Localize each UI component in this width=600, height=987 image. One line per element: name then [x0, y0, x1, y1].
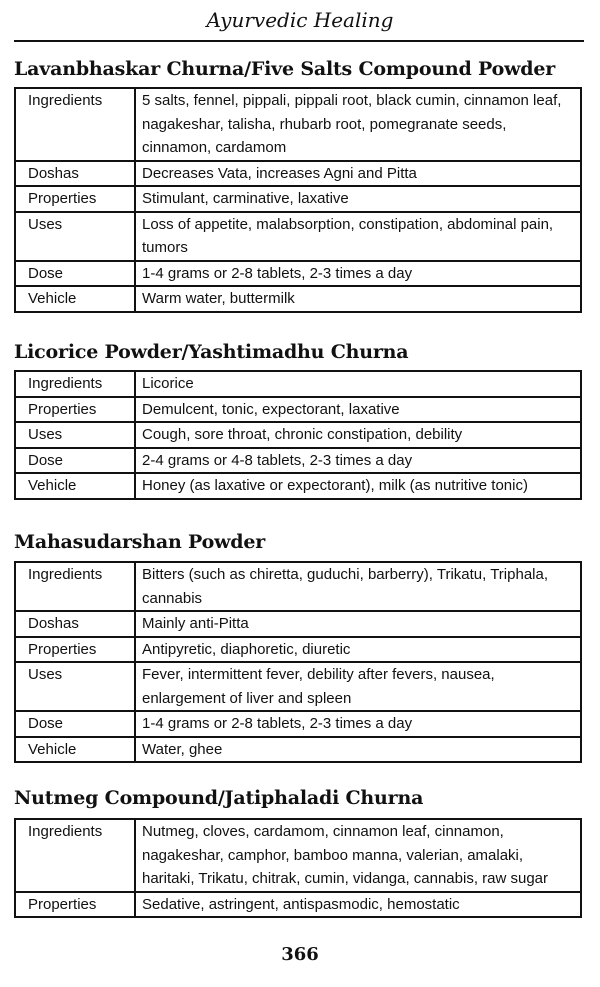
row-value: 1-4 grams or 2-8 tablets, 2-3 times a day — [135, 261, 581, 287]
table-row — [15, 819, 581, 892]
table-row — [15, 892, 581, 918]
section-title-nutmeg: Nutmeg Compound/Jatiphaladi Churna — [14, 787, 424, 809]
row-value: Licorice — [135, 371, 581, 397]
row-value: Honey (as laxative or expectorant), milk (as nutritive tonic) — [135, 473, 581, 499]
table-row — [15, 562, 581, 611]
table-row — [15, 88, 581, 161]
row-label: Doshas — [15, 611, 135, 637]
nutmeg-table — [14, 818, 582, 918]
mahasudarshan-table — [14, 561, 582, 763]
table-row — [15, 662, 581, 711]
table-row — [15, 371, 581, 397]
table-row — [15, 611, 581, 637]
row-value: Bitters (such as chiretta, guduchi, barberry), Trikatu, Triphala, cannabis — [135, 562, 581, 611]
row-label: Dose — [15, 711, 135, 737]
row-value: Mainly anti-Pitta — [135, 611, 581, 637]
row-value: Stimulant, carminative, laxative — [135, 186, 581, 212]
table-row — [15, 448, 581, 474]
row-value: Fever, intermittent fever, debility after fevers, nausea, enlargement of liver and spleen — [135, 662, 581, 711]
row-value: 5 salts, fennel, pippali, pippali root, black cumin, cinnamon leaf, nagakeshar, talisha, rhubarb root, pomegranate seeds, cinnamon, cardamom — [135, 88, 581, 161]
table-row — [15, 212, 581, 261]
row-value: Warm water, buttermilk — [135, 286, 581, 312]
row-label: Uses — [15, 662, 135, 711]
section-title-mahasudarshan: Mahasudarshan Powder — [14, 531, 266, 553]
table-row — [15, 261, 581, 287]
running-head: Ayurvedic Healing — [206, 8, 394, 32]
row-label: Dose — [15, 448, 135, 474]
section-title-licorice: Licorice Powder/Yashtimadhu Churna — [14, 341, 409, 363]
row-label: Dose — [15, 261, 135, 287]
row-label: Uses — [15, 212, 135, 261]
section-title-lavanbhaskar: Lavanbhaskar Churna/Five Salts Compound Powder — [14, 58, 556, 80]
row-value: 2-4 grams or 4-8 tablets, 2-3 times a day — [135, 448, 581, 474]
row-label: Ingredients — [15, 562, 135, 611]
table-row — [15, 637, 581, 663]
row-value: 1-4 grams or 2-8 tablets, 2-3 times a day — [135, 711, 581, 737]
licorice-table — [14, 370, 582, 500]
table-row — [15, 161, 581, 187]
header-rule — [14, 40, 584, 42]
row-value: Decreases Vata, increases Agni and Pitta — [135, 161, 581, 187]
row-label: Uses — [15, 422, 135, 448]
row-label: Ingredients — [15, 371, 135, 397]
row-label: Ingredients — [15, 819, 135, 892]
row-value: Antipyretic, diaphoretic, diuretic — [135, 637, 581, 663]
row-label: Ingredients — [15, 88, 135, 161]
table-row — [15, 422, 581, 448]
table-row — [15, 286, 581, 312]
row-value: Cough, sore throat, chronic constipation, debility — [135, 422, 581, 448]
row-value: Loss of appetite, malabsorption, constipation, abdominal pain, tumors — [135, 212, 581, 261]
table-row — [15, 737, 581, 763]
row-label: Properties — [15, 637, 135, 663]
row-label: Properties — [15, 397, 135, 423]
row-value: Nutmeg, cloves, cardamom, cinnamon leaf, cinnamon, nagakeshar, camphor, bamboo manna, valerian, amalaki, haritaki, Trikatu, chitrak, cumin, vidanga, cannabis, raw sugar — [135, 819, 581, 892]
row-value: Demulcent, tonic, expectorant, laxative — [135, 397, 581, 423]
row-label: Vehicle — [15, 737, 135, 763]
table-row — [15, 473, 581, 499]
table-row — [15, 397, 581, 423]
table-row — [15, 186, 581, 212]
row-label: Properties — [15, 186, 135, 212]
row-label: Vehicle — [15, 286, 135, 312]
row-label: Doshas — [15, 161, 135, 187]
row-label: Properties — [15, 892, 135, 918]
row-value: Water, ghee — [135, 737, 581, 763]
table-row — [15, 711, 581, 737]
lavanbhaskar-table — [14, 87, 582, 313]
row-label: Vehicle — [15, 473, 135, 499]
row-value: Sedative, astringent, antispasmodic, hemostatic — [135, 892, 581, 918]
page-number: 366 — [281, 944, 319, 965]
